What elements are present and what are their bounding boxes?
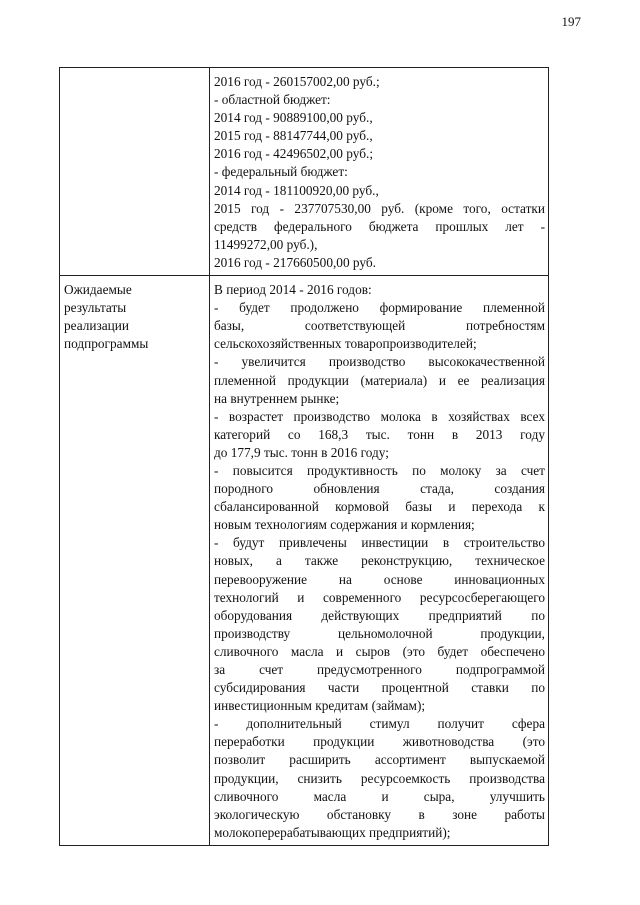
results-line: перевооружение на основе инновационных xyxy=(214,571,545,587)
results-line: сливочного масла и сыра, улучшить xyxy=(214,788,545,804)
results-line: племенной продукции (материала) и ее реализация xyxy=(214,372,545,388)
results-line: инвестиционным кредитам (займам); xyxy=(214,698,426,714)
results-line: до 177,9 тыс. тонн в 2016 году; xyxy=(214,444,389,460)
funding-line: 2016 год - 217660500,00 руб. xyxy=(214,254,376,270)
results-line: - будут привлечены инвестиции в строительство xyxy=(214,535,545,551)
results-line: сливочного масла и сыров (это будет обеспечено xyxy=(214,643,545,659)
results-line: категорий со 168,3 тыс. тонн в 2013 году xyxy=(214,426,545,442)
funding-line: 2014 год - 90889100,00 руб., xyxy=(214,110,373,126)
results-line: за счет предусмотренного подпрограммой xyxy=(214,662,545,677)
funding-text-cell xyxy=(210,68,549,276)
results-line: - будет продолжено формирование племенной xyxy=(214,300,545,316)
funding-line: 2015 год - 88147744,00 руб., xyxy=(214,128,373,144)
results-line: субсидирования части процентной ставки по xyxy=(214,680,545,696)
results-line: продукции, снизить ресурсоемкость производства xyxy=(214,770,545,786)
results-line: породного обновления стада, создания xyxy=(214,481,545,497)
results-label-line: реализации xyxy=(64,318,129,334)
results-text-cell xyxy=(210,276,549,846)
results-line: новым технологиям содержания и кормления; xyxy=(214,517,475,533)
results-label-line: результаты xyxy=(64,300,127,316)
results-line: молокоперерабатывающих предприятий); xyxy=(214,824,451,840)
results-line: технологий и современного ресурсосберегающего xyxy=(214,589,545,605)
results-row xyxy=(60,276,549,846)
funding-line: 2016 год - 42496502,00 руб.; xyxy=(214,146,374,162)
results-line: - возрастет производство молока в хозяйствах всех xyxy=(214,408,545,424)
funding-line: - областной бюджет: xyxy=(214,92,331,108)
funding-line: - федеральный бюджет: xyxy=(214,164,348,180)
funding-line: средств федерального бюджета прошлых лет - xyxy=(214,218,545,234)
results-line: базы, соответствующей потребностям xyxy=(214,318,545,334)
results-line: сбалансированной кормовой базы и перехода к xyxy=(214,499,545,515)
results-line: производству цельномолочной продукции, xyxy=(214,625,545,641)
results-line: - увеличится производство высококачественной xyxy=(214,354,545,370)
results-line: сельскохозяйственных товаропроизводителей; xyxy=(214,336,477,352)
results-label-cell xyxy=(60,276,210,846)
page-number: 197 xyxy=(561,14,581,29)
results-line: переработки продукции животноводства (это xyxy=(214,734,545,750)
results-label-line: подпрограммы xyxy=(64,336,149,352)
funding-label-cell xyxy=(60,68,210,276)
funding-line: 11499272,00 руб.), xyxy=(214,236,318,252)
program-passport-table xyxy=(59,67,549,846)
results-line: на внутреннем рынке; xyxy=(214,390,340,406)
funding-row xyxy=(60,68,549,276)
funding-line: 2014 год - 181100920,00 руб., xyxy=(214,182,379,198)
results-line: экологическую обстановку в зоне работы xyxy=(214,806,545,822)
results-line: - повысится продуктивность по молоку за счет xyxy=(214,462,545,478)
funding-line: 2015 год - 237707530,00 руб. (кроме того, остатки xyxy=(214,200,545,216)
results-line: - дополнительный стимул получит сфера xyxy=(214,716,545,732)
results-line: позволит расширить ассортимент выпускаемой xyxy=(214,752,545,768)
results-line: новых, а также реконструкцию, техническое xyxy=(214,553,545,569)
results-label-line: Ожидаемые xyxy=(64,282,132,298)
results-line: оборудования действующих предприятий по xyxy=(214,607,545,623)
funding-line: 2016 год - 260157002,00 руб.; xyxy=(214,74,380,89)
results-line: В период 2014 - 2016 годов: xyxy=(214,282,372,298)
